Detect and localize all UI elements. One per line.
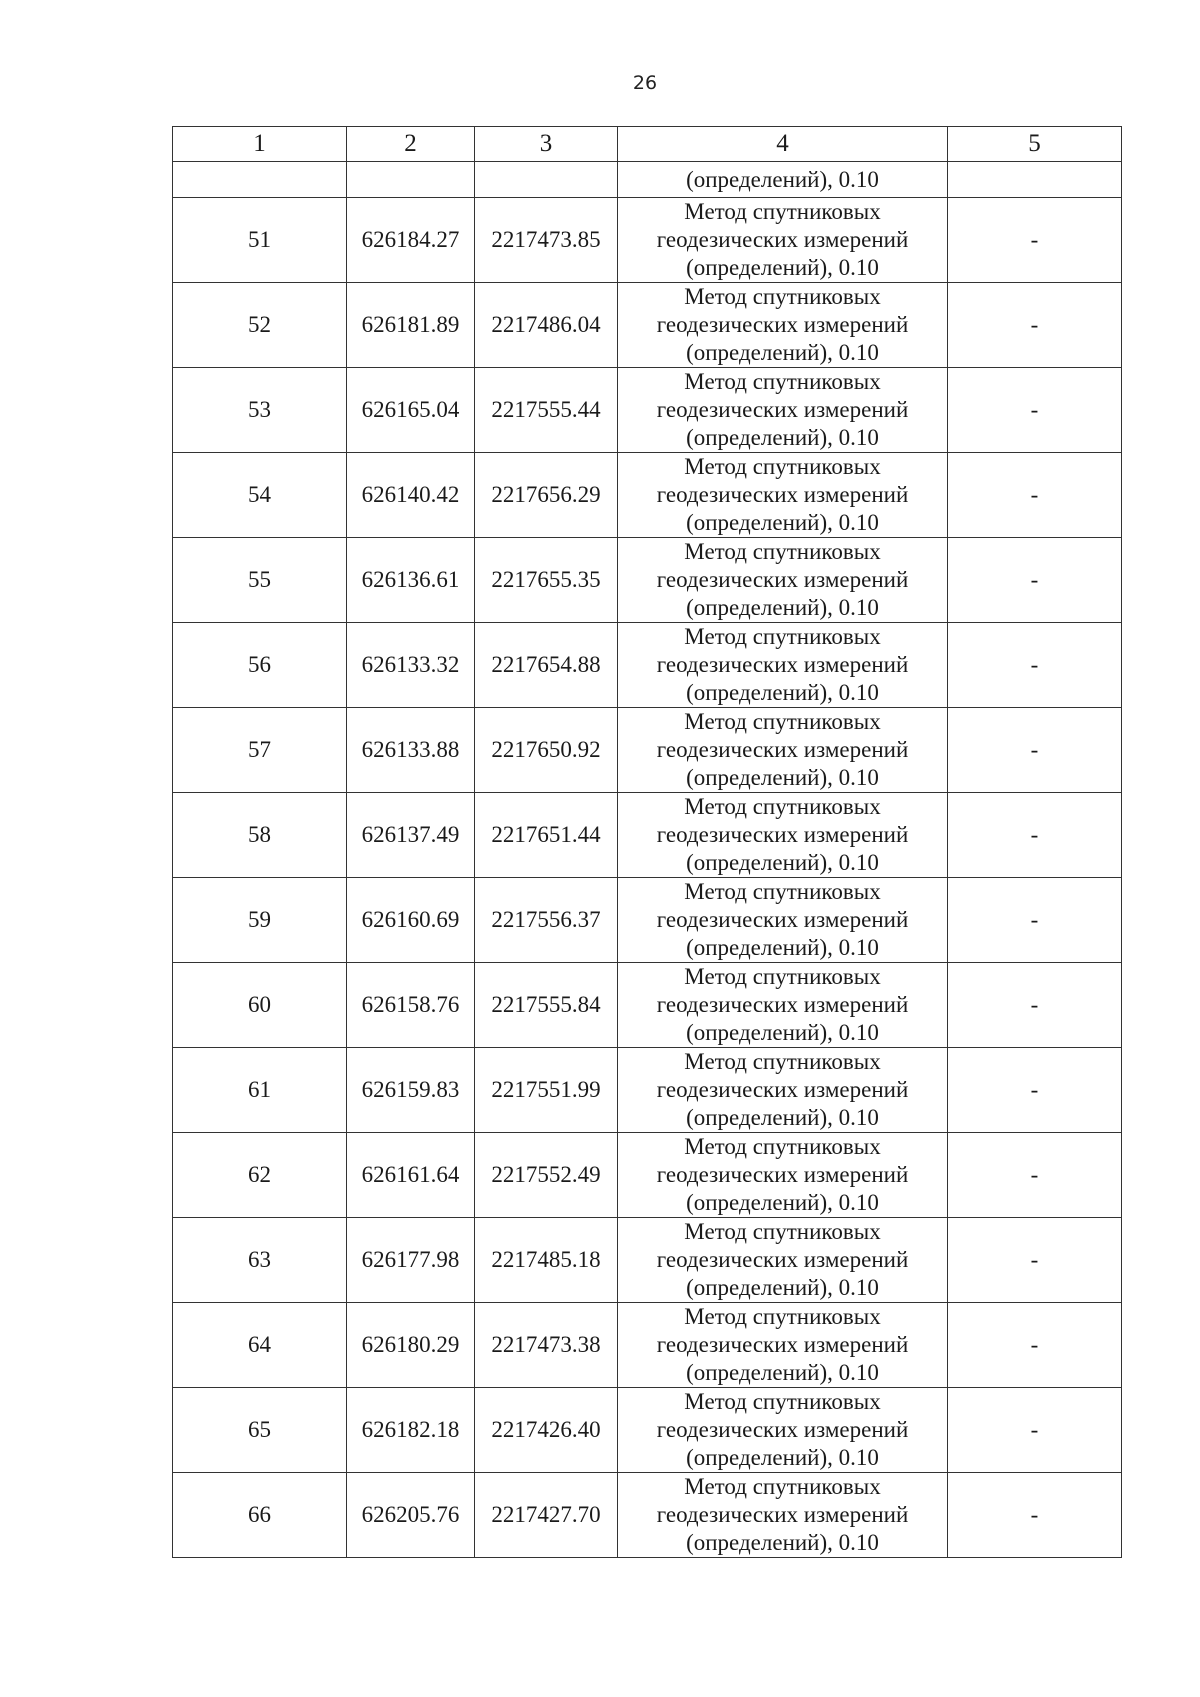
point-number-cell: 60 xyxy=(173,963,347,1048)
method-line: Метод спутниковых xyxy=(684,539,881,564)
table-row xyxy=(173,368,1122,453)
method-line: геодезических измерений xyxy=(656,567,909,592)
point-number-cell: 66 xyxy=(173,1473,347,1558)
note-cell: - xyxy=(948,1218,1122,1303)
x-coordinate-cell: 626181.89 xyxy=(347,283,475,368)
method-line: геодезических измерений xyxy=(656,227,909,252)
y-coordinate-cell: 2217555.44 xyxy=(475,368,618,453)
method-cell xyxy=(618,1303,948,1388)
method-line: геодезических измерений xyxy=(656,312,909,337)
y-coordinate-cell: 2217486.04 xyxy=(475,283,618,368)
method-line: (определений), 0.10 xyxy=(686,680,879,705)
x-coordinate-cell: 626140.42 xyxy=(347,453,475,538)
method-line: геодезических измерений xyxy=(656,992,909,1017)
header-cell-1: 1 xyxy=(173,127,347,162)
method-line: (определений), 0.10 xyxy=(686,1530,879,1555)
method-line: (определений), 0.10 xyxy=(686,1190,879,1215)
method-line: (определений), 0.10 xyxy=(686,595,879,620)
table-row xyxy=(173,623,1122,708)
header-cell-5: 5 xyxy=(948,127,1122,162)
method-cell xyxy=(618,878,948,963)
note-cell: - xyxy=(948,198,1122,283)
note-cell: - xyxy=(948,538,1122,623)
method-line: геодезических измерений xyxy=(656,397,909,422)
continued-cell-3 xyxy=(475,162,618,198)
method-line: (определений), 0.10 xyxy=(686,340,879,365)
method-line: Метод спутниковых xyxy=(684,369,881,394)
table-row xyxy=(173,1473,1122,1558)
note-cell: - xyxy=(948,453,1122,538)
point-number-cell: 57 xyxy=(173,708,347,793)
method-line: геодезических измерений xyxy=(656,1247,909,1272)
y-coordinate-cell: 2217555.84 xyxy=(475,963,618,1048)
method-cell xyxy=(618,1473,948,1558)
continued-row xyxy=(173,162,1122,198)
note-cell: - xyxy=(948,708,1122,793)
point-number-cell: 54 xyxy=(173,453,347,538)
table-row xyxy=(173,1048,1122,1133)
method-cell xyxy=(618,453,948,538)
method-line: (определений), 0.10 xyxy=(686,765,879,790)
note-cell: - xyxy=(948,623,1122,708)
y-coordinate-cell: 2217556.37 xyxy=(475,878,618,963)
y-coordinate-cell: 2217473.85 xyxy=(475,198,618,283)
point-number-cell: 59 xyxy=(173,878,347,963)
x-coordinate-cell: 626133.32 xyxy=(347,623,475,708)
x-coordinate-cell: 626182.18 xyxy=(347,1388,475,1473)
note-cell: - xyxy=(948,368,1122,453)
note-cell: - xyxy=(948,793,1122,878)
y-coordinate-cell: 2217427.70 xyxy=(475,1473,618,1558)
method-cell xyxy=(618,1388,948,1473)
point-number-cell: 61 xyxy=(173,1048,347,1133)
method-line: Метод спутниковых xyxy=(684,1134,881,1159)
method-cell xyxy=(618,793,948,878)
y-coordinate-cell: 2217552.49 xyxy=(475,1133,618,1218)
method-line: Метод спутниковых xyxy=(684,1304,881,1329)
method-line: геодезических измерений xyxy=(656,1417,909,1442)
point-number-cell: 52 xyxy=(173,283,347,368)
page-number: 26 xyxy=(632,72,658,94)
x-coordinate-cell: 626158.76 xyxy=(347,963,475,1048)
method-line: геодезических измерений xyxy=(656,1332,909,1357)
header-row xyxy=(173,127,1122,162)
method-line: геодезических измерений xyxy=(656,907,909,932)
point-number-cell: 58 xyxy=(173,793,347,878)
method-line: геодезических измерений xyxy=(656,1502,909,1527)
x-coordinate-cell: 626184.27 xyxy=(347,198,475,283)
method-line: (определений), 0.10 xyxy=(686,850,879,875)
method-line: геодезических измерений xyxy=(656,737,909,762)
note-cell: - xyxy=(948,963,1122,1048)
method-cell xyxy=(618,1048,948,1133)
method-cell xyxy=(618,283,948,368)
x-coordinate-cell: 626160.69 xyxy=(347,878,475,963)
method-line: (определений), 0.10 xyxy=(686,510,879,535)
method-line: (определений), 0.10 xyxy=(686,1105,879,1130)
method-line: (определений), 0.10 xyxy=(686,1020,879,1045)
table-row xyxy=(173,283,1122,368)
method-line: геодезических измерений xyxy=(656,1162,909,1187)
method-line: (определений), 0.10 xyxy=(686,1445,879,1470)
coordinates-table xyxy=(172,126,1122,1558)
x-coordinate-cell: 626133.88 xyxy=(347,708,475,793)
method-line: Метод спутниковых xyxy=(684,454,881,479)
method-line: (определений), 0.10 xyxy=(686,1360,879,1385)
y-coordinate-cell: 2217473.38 xyxy=(475,1303,618,1388)
x-coordinate-cell: 626180.29 xyxy=(347,1303,475,1388)
method-cell xyxy=(618,538,948,623)
table-row xyxy=(173,708,1122,793)
method-line: (определений), 0.10 xyxy=(686,425,879,450)
method-line: (определений), 0.10 xyxy=(686,255,879,280)
method-line: Метод спутниковых xyxy=(684,284,881,309)
table-row xyxy=(173,198,1122,283)
point-number-cell: 62 xyxy=(173,1133,347,1218)
note-cell: - xyxy=(948,283,1122,368)
y-coordinate-cell: 2217655.35 xyxy=(475,538,618,623)
continued-cell-5 xyxy=(948,162,1122,198)
method-line: Метод спутниковых xyxy=(684,1049,881,1074)
table-row xyxy=(173,453,1122,538)
continued-method-cell: (определений), 0.10 xyxy=(618,162,948,198)
method-line: геодезических измерений xyxy=(656,482,909,507)
x-coordinate-cell: 626165.04 xyxy=(347,368,475,453)
note-cell: - xyxy=(948,878,1122,963)
method-line: геодезических измерений xyxy=(656,652,909,677)
point-number-cell: 55 xyxy=(173,538,347,623)
method-line: геодезических измерений xyxy=(656,822,909,847)
method-cell xyxy=(618,1218,948,1303)
method-line: Метод спутниковых xyxy=(684,964,881,989)
method-line: Метод спутниковых xyxy=(684,879,881,904)
y-coordinate-cell: 2217485.18 xyxy=(475,1218,618,1303)
method-line: Метод спутниковых xyxy=(684,794,881,819)
header-cell-4: 4 xyxy=(618,127,948,162)
method-line: Метод спутниковых xyxy=(684,1474,881,1499)
x-coordinate-cell: 626136.61 xyxy=(347,538,475,623)
method-line: геодезических измерений xyxy=(656,1077,909,1102)
y-coordinate-cell: 2217651.44 xyxy=(475,793,618,878)
method-line: Метод спутниковых xyxy=(684,199,881,224)
method-cell xyxy=(618,708,948,793)
continued-cell-2 xyxy=(347,162,475,198)
y-coordinate-cell: 2217650.92 xyxy=(475,708,618,793)
point-number-cell: 56 xyxy=(173,623,347,708)
method-line: (определений), 0.10 xyxy=(686,935,879,960)
table-row xyxy=(173,538,1122,623)
continued-cell-1 xyxy=(173,162,347,198)
point-number-cell: 65 xyxy=(173,1388,347,1473)
x-coordinate-cell: 626137.49 xyxy=(347,793,475,878)
point-number-cell: 64 xyxy=(173,1303,347,1388)
header-cell-2: 2 xyxy=(347,127,475,162)
table-row xyxy=(173,878,1122,963)
note-cell: - xyxy=(948,1388,1122,1473)
method-cell xyxy=(618,198,948,283)
method-line: (определений), 0.10 xyxy=(686,1275,879,1300)
method-line: Метод спутниковых xyxy=(684,624,881,649)
table-row xyxy=(173,793,1122,878)
table-row xyxy=(173,1133,1122,1218)
method-cell xyxy=(618,623,948,708)
point-number-cell: 53 xyxy=(173,368,347,453)
method-cell xyxy=(618,1133,948,1218)
method-line: Метод спутниковых xyxy=(684,1219,881,1244)
table-row xyxy=(173,1303,1122,1388)
x-coordinate-cell: 626205.76 xyxy=(347,1473,475,1558)
method-cell xyxy=(618,368,948,453)
table-row xyxy=(173,1388,1122,1473)
header-cell-3: 3 xyxy=(475,127,618,162)
point-number-cell: 63 xyxy=(173,1218,347,1303)
note-cell: - xyxy=(948,1473,1122,1558)
table-row xyxy=(173,1218,1122,1303)
table-row xyxy=(173,963,1122,1048)
y-coordinate-cell: 2217551.99 xyxy=(475,1048,618,1133)
y-coordinate-cell: 2217656.29 xyxy=(475,453,618,538)
note-cell: - xyxy=(948,1133,1122,1218)
method-line: Метод спутниковых xyxy=(684,709,881,734)
x-coordinate-cell: 626161.64 xyxy=(347,1133,475,1218)
note-cell: - xyxy=(948,1048,1122,1133)
y-coordinate-cell: 2217654.88 xyxy=(475,623,618,708)
table-body xyxy=(173,127,1122,1558)
y-coordinate-cell: 2217426.40 xyxy=(475,1388,618,1473)
method-line: Метод спутниковых xyxy=(684,1389,881,1414)
note-cell: - xyxy=(948,1303,1122,1388)
method-cell xyxy=(618,963,948,1048)
x-coordinate-cell: 626159.83 xyxy=(347,1048,475,1133)
x-coordinate-cell: 626177.98 xyxy=(347,1218,475,1303)
point-number-cell: 51 xyxy=(173,198,347,283)
